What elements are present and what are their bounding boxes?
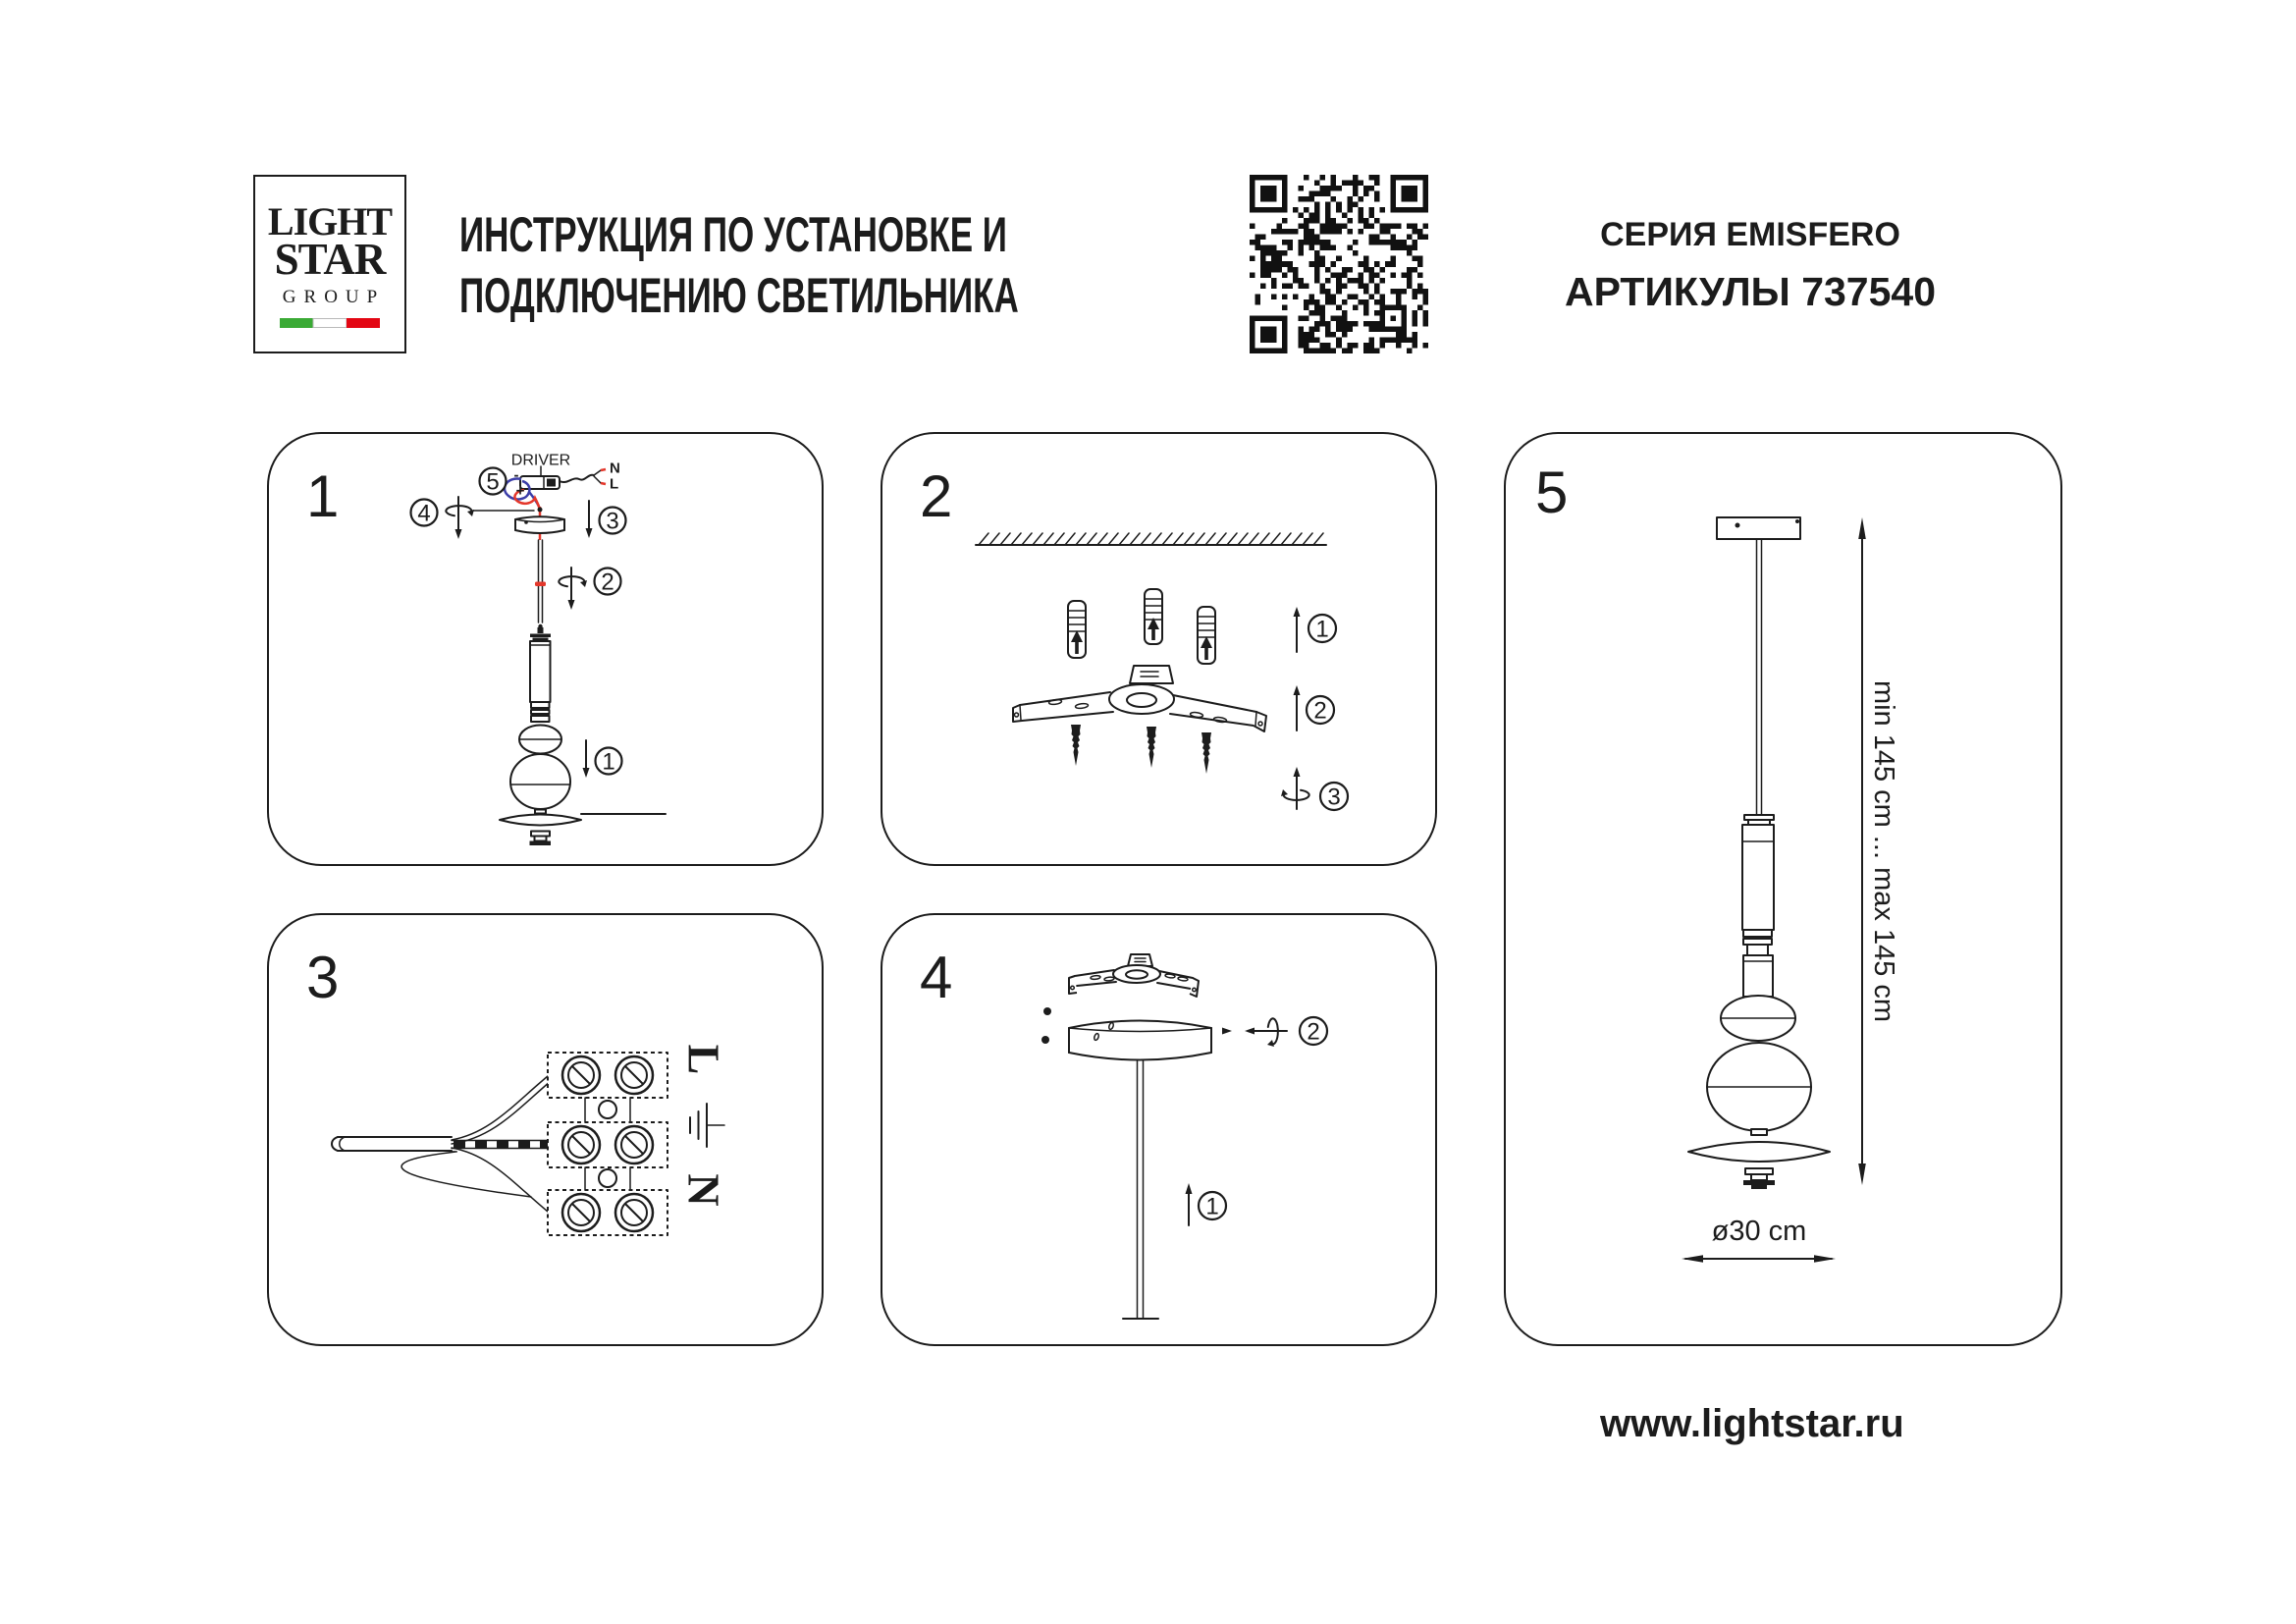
website-url: www.lightstar.ru bbox=[1600, 1402, 1904, 1445]
step-2-marker bbox=[1294, 685, 1335, 731]
wire-l-label: L bbox=[610, 475, 619, 493]
right-arrow-icon bbox=[1814, 1255, 1836, 1263]
down-arrow-icon bbox=[583, 768, 590, 778]
svg-text:1: 1 bbox=[1315, 616, 1329, 643]
terminal-screw bbox=[615, 1126, 653, 1164]
plus-sign: + bbox=[515, 482, 525, 500]
down-arrow-icon bbox=[586, 528, 593, 538]
terminal-screw bbox=[562, 1194, 600, 1231]
panel-1-hang-lamp bbox=[267, 432, 824, 866]
live-label: L bbox=[678, 1044, 729, 1075]
mounting-bracket bbox=[1069, 954, 1199, 997]
up-arrow-icon bbox=[1294, 685, 1301, 695]
panel-5-number: 5 bbox=[1535, 460, 1569, 525]
terminal-block bbox=[548, 1053, 667, 1235]
right-arrow-icon bbox=[1222, 1028, 1232, 1035]
panel-4-canopy-mount bbox=[881, 913, 1437, 1346]
rotate-icon bbox=[1281, 767, 1309, 809]
left-arrow-icon bbox=[1682, 1255, 1703, 1263]
down-arrow-icon bbox=[1858, 1164, 1866, 1185]
terminal-screw bbox=[562, 1126, 600, 1164]
step-2-marker bbox=[1222, 1017, 1327, 1047]
wire-earth-striped bbox=[452, 1141, 548, 1149]
wire-live bbox=[452, 1076, 551, 1144]
canopy bbox=[1069, 1021, 1211, 1060]
terminal-screw bbox=[615, 1194, 653, 1231]
logo-word-light: LIGHT bbox=[267, 199, 393, 244]
screw-dot bbox=[1043, 1007, 1051, 1015]
series-block bbox=[1554, 215, 1947, 313]
italian-flag-bar bbox=[280, 318, 380, 328]
articles-label: АРТИКУЛЫ 737540 bbox=[1564, 269, 1937, 314]
step-3-marker bbox=[1281, 767, 1348, 811]
wire-n-label: N bbox=[610, 460, 620, 477]
wall-plug bbox=[1145, 589, 1162, 644]
panel-3-number: 3 bbox=[306, 945, 340, 1010]
lightstar-logo bbox=[253, 175, 406, 353]
step-1-marker bbox=[1186, 1183, 1227, 1225]
panel-5-dimensions bbox=[1504, 432, 2062, 1346]
step-3-marker bbox=[586, 501, 626, 538]
panel-1-diagram bbox=[269, 434, 822, 864]
panel-2-ceiling-bracket bbox=[881, 432, 1437, 866]
suspension-rod bbox=[535, 540, 546, 623]
up-arrow-icon bbox=[1858, 517, 1866, 539]
terminal-screw bbox=[562, 1056, 600, 1094]
rotate-icon bbox=[446, 497, 474, 539]
page-title bbox=[459, 204, 1019, 326]
panel-3-terminal-wiring bbox=[267, 913, 824, 1346]
step-4-marker bbox=[411, 497, 535, 539]
up-arrow-icon bbox=[1186, 1183, 1193, 1194]
panel-1-number: 1 bbox=[306, 463, 340, 529]
svg-text:3: 3 bbox=[1327, 784, 1341, 811]
pendant-lamp bbox=[1688, 815, 1830, 1189]
svg-text:5: 5 bbox=[486, 468, 500, 496]
svg-text:4: 4 bbox=[417, 500, 431, 527]
screw-dot bbox=[1041, 1036, 1049, 1044]
wire-junction-dot bbox=[538, 508, 543, 513]
panel-4-number: 4 bbox=[920, 945, 953, 1010]
suspension-rod bbox=[1757, 539, 1762, 815]
wall-plug bbox=[1198, 607, 1215, 664]
up-arrow-icon bbox=[1294, 607, 1301, 617]
screw bbox=[1071, 725, 1081, 766]
page-title-line1: ИНСТРУКЦИЯ ПО УСТАНОВКЕ И bbox=[459, 207, 1007, 262]
svg-text:2: 2 bbox=[1313, 697, 1327, 725]
wire-neutral bbox=[401, 1148, 548, 1212]
step-2-marker bbox=[559, 568, 620, 610]
height-dimension bbox=[1858, 517, 1899, 1185]
svg-text:2: 2 bbox=[601, 568, 614, 596]
earth-symbol bbox=[690, 1104, 724, 1147]
panel-4-diagram bbox=[882, 915, 1435, 1344]
rotate-icon bbox=[559, 568, 587, 610]
canopy bbox=[515, 516, 564, 533]
screw bbox=[1147, 727, 1156, 768]
logo-word-star: STAR bbox=[274, 235, 386, 284]
page-title-line2: ПОДКЛЮЧЕНИЮ СВЕТИЛЬНИКА bbox=[459, 268, 1019, 323]
driver-label: DRIVER bbox=[510, 452, 571, 469]
panel-3-diagram bbox=[269, 915, 822, 1344]
panel-2-diagram bbox=[882, 434, 1435, 864]
wire-n-tip bbox=[601, 469, 606, 470]
diameter-dimension bbox=[1682, 1216, 1836, 1263]
neutral-label: N bbox=[678, 1173, 729, 1207]
mains-cable bbox=[332, 1137, 452, 1151]
svg-text:3: 3 bbox=[606, 508, 619, 535]
wall-plug bbox=[1068, 601, 1086, 658]
step-5-marker bbox=[480, 468, 507, 496]
step-1-marker bbox=[1294, 607, 1337, 652]
screw bbox=[1201, 732, 1211, 774]
logo-word-group: GROUP bbox=[282, 287, 386, 307]
panel-2-number: 2 bbox=[920, 463, 953, 529]
wire-l-tip bbox=[601, 483, 606, 484]
terminal-screw bbox=[615, 1056, 653, 1094]
svg-text:2: 2 bbox=[1307, 1018, 1320, 1046]
suspension-rod bbox=[1123, 1060, 1158, 1319]
panel-5-diagram bbox=[1506, 434, 2060, 1344]
svg-text:1: 1 bbox=[602, 748, 615, 776]
diameter-dimension-label: ø30 cm bbox=[1711, 1216, 1807, 1247]
svg-text:1: 1 bbox=[1205, 1193, 1219, 1220]
height-dimension-label: min 145 cm ... max 145 cm bbox=[1868, 679, 1899, 1023]
qr-code bbox=[1250, 175, 1428, 353]
series-label: СЕРИЯ EMISFERO bbox=[1600, 216, 1900, 253]
minus-sign: - bbox=[513, 466, 519, 484]
rod-red-mark bbox=[535, 582, 546, 587]
ceiling-plate bbox=[1717, 517, 1800, 539]
ceiling-hatch bbox=[976, 533, 1326, 545]
rotate-icon bbox=[1245, 1018, 1287, 1047]
pendant-lamp bbox=[500, 624, 581, 845]
mounting-bracket bbox=[1013, 666, 1266, 731]
step-1-marker bbox=[583, 740, 622, 778]
